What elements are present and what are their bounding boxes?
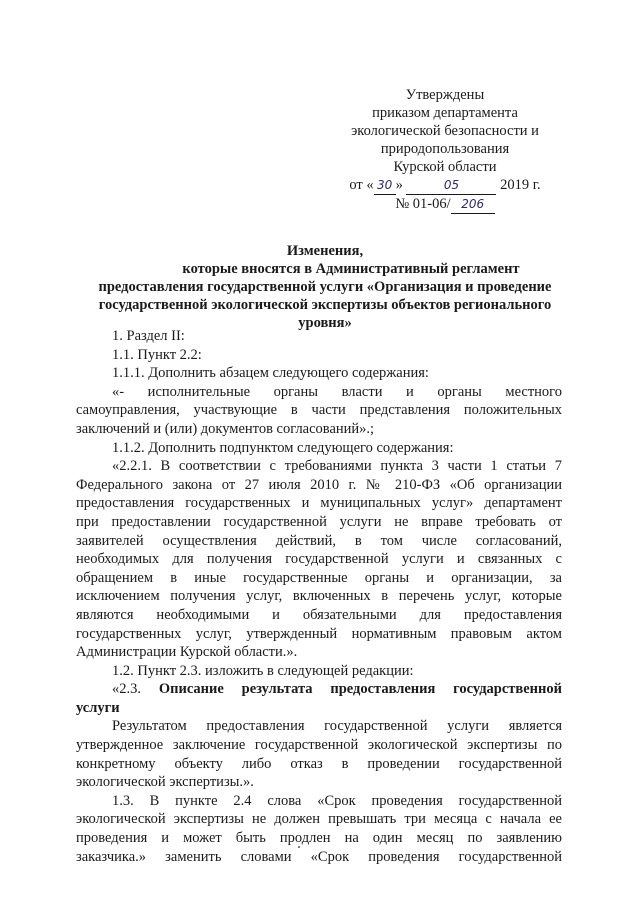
date-prefix: от « bbox=[349, 177, 374, 193]
approval-line: приказом департамента bbox=[372, 105, 518, 121]
approval-line: природопользования bbox=[380, 141, 510, 157]
paragraph-line: экологической экспертизы не должен превышать три месяца с начала ее bbox=[76, 811, 562, 828]
heading-line: предоставления государственной услуги «Организация и проведение bbox=[98, 279, 552, 295]
paragraph: 1.2. Пункт 2.3. изложить в следующей редакции: bbox=[112, 662, 414, 679]
paragraph-line: при предоставлении государственной услуги не вправе требовать от bbox=[76, 513, 562, 530]
scan-speck bbox=[298, 846, 300, 848]
section-title: Описание результата предоставления государственной bbox=[158, 681, 562, 698]
paragraph-line: заключений и (или) документов согласований».; bbox=[76, 420, 375, 437]
paragraph-line bbox=[76, 680, 562, 699]
paragraph-line: государственных услуг, утвержденный нормативным правовым актом bbox=[76, 625, 562, 642]
document-body bbox=[76, 327, 562, 866]
paragraph-line: 1.3. В пункте 2.4 слова «Срок проведения государственной bbox=[112, 792, 562, 809]
paragraph: 1.1. Пункт 2.2: bbox=[112, 346, 202, 363]
approval-block bbox=[330, 86, 560, 214]
heading-line: которые вносятся в Административный регламент bbox=[182, 261, 520, 277]
number-prefix: № 01-06/ bbox=[395, 196, 451, 212]
heading-line: государственной экологической экспертизы объектов регионального bbox=[98, 297, 552, 313]
approval-line: Утверждены bbox=[405, 87, 485, 103]
paragraph-line: исключением получения услуг, включенных в перечень услуг, которые bbox=[76, 588, 562, 605]
paragraph-line: являются необходимыми и обязательными для предоставления bbox=[76, 606, 562, 623]
paragraph-line: экологической экспертизы.». bbox=[76, 774, 254, 791]
number-handwritten: 206 bbox=[451, 195, 495, 214]
paragraph-line: проведения и может быть продлен на один месяц по заявлению bbox=[76, 830, 562, 847]
paragraph: 1. Раздел II: bbox=[112, 328, 185, 344]
heading-line: Изменения, bbox=[286, 243, 364, 259]
heading-line: уровня» bbox=[298, 315, 352, 331]
paragraph-line: Результатом предоставления государственной услуги является bbox=[112, 718, 562, 735]
paragraph-line: необходимых для получения государственной услуги и связанных с bbox=[76, 551, 562, 568]
date-year: 2019 г. bbox=[500, 177, 541, 193]
paragraph: 1.1.1. Дополнить абзацем следующего содержания: bbox=[112, 365, 429, 382]
approval-line: экологической безопасности и bbox=[351, 123, 539, 139]
paragraph-line bbox=[76, 699, 562, 718]
paragraph-line: самоуправления, участвующие в части представления положительных bbox=[76, 402, 562, 419]
paragraph-line: «- исполнительные органы власти и органы местного bbox=[112, 383, 562, 400]
approval-line: Курской области bbox=[393, 159, 497, 175]
paragraph-line: утвержденное заключение государственной экологической экспертизы по bbox=[76, 737, 562, 754]
approval-number bbox=[330, 195, 560, 214]
date-month-handwritten: 05 bbox=[406, 176, 496, 195]
approval-date bbox=[330, 176, 560, 195]
paragraph-line: заказчика.» заменить словами «Срок проведения государственной bbox=[76, 848, 562, 865]
date-day-handwritten: 30 bbox=[374, 176, 396, 195]
section-number: «2.3. bbox=[112, 681, 141, 698]
paragraph-line: предоставления государственных и муниципальных услуг» департамент bbox=[76, 495, 562, 512]
paragraph-line: обращением в иные государственные органы и организации, за bbox=[76, 569, 562, 586]
paragraph-line: конкретному объекту либо отказ в проведении государственной bbox=[76, 755, 562, 772]
paragraph-line: заявителей осуществления действий, в том числе согласований, bbox=[76, 532, 562, 549]
paragraph-line: Администрации Курской области.». bbox=[76, 644, 298, 661]
document-heading bbox=[70, 242, 580, 332]
paragraph-line: Федерального закона от 27 июля 2010 г. № 210-ФЗ «Об организации bbox=[76, 476, 562, 493]
paragraph: 1.1.2. Дополнить подпунктом следующего содержания: bbox=[112, 439, 454, 456]
paragraph-line: «2.2.1. В соответствии с требованиями пункта 3 части 1 статьи 7 bbox=[112, 458, 562, 475]
section-title: услуги bbox=[76, 699, 120, 716]
date-mid: » bbox=[395, 177, 403, 193]
